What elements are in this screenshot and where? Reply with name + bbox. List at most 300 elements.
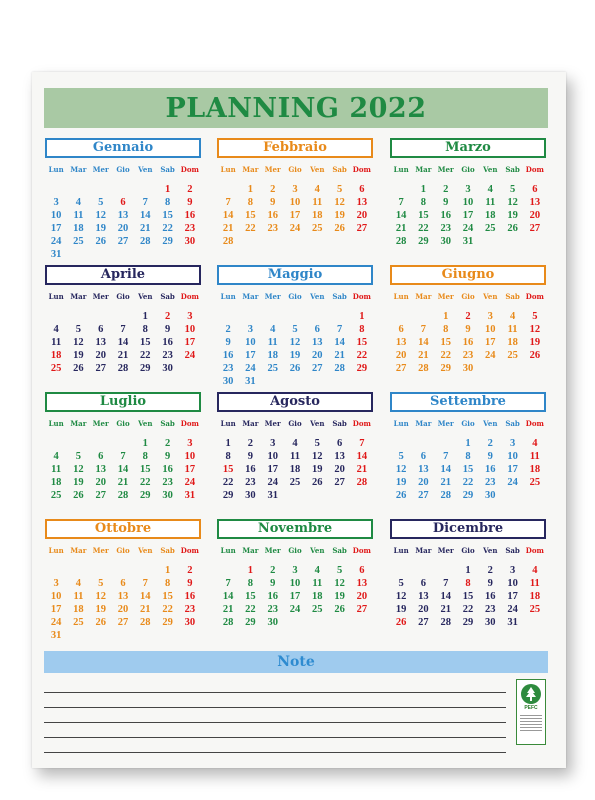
empty-day-cell [112,564,134,577]
weekday-header [390,163,546,176]
weekday-label: Gio [116,165,130,174]
weekday-label: Sab [160,165,175,174]
day-cell: 26 [95,236,106,247]
weekday-label: Mar [242,292,259,301]
day-cell: 1 [465,438,471,449]
day-cell: 26 [73,363,84,374]
week-row [217,463,373,476]
day-grid [217,564,373,629]
month-name: Novembre [217,519,373,539]
empty-day-cell [479,362,501,375]
day-cell: 26 [334,223,345,234]
day-cell: 6 [532,184,538,195]
week-row [45,489,201,502]
weekday-label: Ven [310,165,325,174]
week-row [390,577,546,590]
month-block-gennaio [45,138,201,258]
empty-day-cell [306,375,328,388]
day-grid [45,564,201,642]
day-cell: 8 [420,197,427,208]
weekday-label: Gio [116,292,130,301]
day-cell: 24 [485,350,496,361]
day-cell: 30 [184,236,196,247]
day-cell: 12 [507,197,518,208]
weekday-label: Gio [288,546,302,555]
day-cell: 6 [359,184,365,195]
day-cell: 14 [140,210,151,221]
day-cell: 14 [334,337,345,348]
day-cell: 4 [509,311,516,322]
day-cell: 5 [98,578,104,589]
week-row [390,603,546,616]
day-cell: 13 [395,337,407,348]
day-cell: 9 [247,451,254,462]
empty-day-cell [306,489,328,502]
day-cell: 18 [50,350,62,361]
day-cell: 2 [270,565,276,576]
day-cell: 19 [95,223,106,234]
day-cell: 11 [290,451,300,462]
day-cell: 8 [247,197,254,208]
day-cell: 19 [312,464,323,475]
day-cell: 18 [507,337,518,348]
day-cell: 31 [184,490,196,501]
month-block-marzo [390,138,546,258]
note-line[interactable] [44,752,506,753]
week-row [45,248,201,261]
day-cell: 14 [222,591,234,602]
day-cell: 27 [418,490,429,501]
day-cell: 13 [356,578,368,589]
day-cell: 5 [532,311,538,322]
day-cell: 9 [465,324,471,335]
day-cell: 13 [117,210,129,221]
day-cell: 10 [50,210,62,221]
day-cell: 13 [356,197,368,208]
week-row [390,222,546,235]
day-cell: 31 [50,249,62,260]
weekday-label: Dom [180,165,199,174]
empty-day-cell [328,489,350,502]
day-cell: 11 [73,591,84,602]
day-cell: 30 [245,490,256,501]
day-cell: 26 [73,490,84,501]
day-cell: 24 [50,617,62,628]
day-cell: 23 [222,363,234,374]
weekday-label: Sab [160,546,175,555]
day-grid [217,183,373,248]
day-cell: 6 [314,324,320,335]
day-cell: 15 [245,210,256,221]
day-cell: 13 [529,197,541,208]
day-cell: 25 [267,363,278,374]
day-cell: 15 [162,210,173,221]
day-cell: 23 [162,350,173,361]
empty-day-cell [328,235,350,248]
empty-day-cell [67,437,89,450]
day-cell: 20 [95,477,106,488]
weekday-label: Sab [160,292,175,301]
day-cell: 19 [395,604,407,615]
day-cell: 25 [73,236,84,247]
week-row [390,349,546,362]
day-cell: 7 [398,197,404,208]
day-cell: 30 [462,363,474,374]
weekday-label: Ven [138,165,153,174]
day-cell: 28 [140,617,151,628]
weekday-label: Ven [483,546,498,555]
empty-day-cell [524,489,546,502]
day-cell: 12 [73,464,84,475]
empty-day-cell [112,248,134,261]
empty-day-cell [284,616,306,629]
week-row [217,450,373,463]
weekday-label: Dom [352,546,371,555]
day-cell: 27 [95,490,106,501]
empty-day-cell [306,235,328,248]
day-cell: 4 [532,438,538,449]
day-cell: 17 [50,604,62,615]
day-cell: 2 [270,184,276,195]
day-cell: 7 [142,197,148,208]
day-cell: 22 [140,350,151,361]
week-row [390,437,546,450]
week-row [45,437,201,450]
day-cell: 26 [334,604,345,615]
day-cell: 24 [462,223,474,234]
week-row [45,450,201,463]
day-cell: 16 [184,210,196,221]
day-cell: 9 [443,197,449,208]
day-cell: 19 [529,337,541,348]
day-cell: 6 [336,438,343,449]
day-cell: 5 [336,565,343,576]
empty-day-cell [328,616,350,629]
month-name: Aprile [45,265,201,285]
day-cell: 26 [312,477,323,488]
weekday-label: Sab [505,292,520,301]
day-cell: 28 [222,236,234,247]
day-cell: 9 [164,324,171,335]
empty-day-cell [306,616,328,629]
day-cell: 11 [51,337,62,348]
empty-day-cell [67,564,89,577]
day-cell: 12 [95,591,106,602]
day-cell: 8 [465,451,471,462]
weekday-label: Mer [264,292,281,301]
weekday-label: Gio [288,292,302,301]
month-name: Febbraio [217,138,373,158]
empty-day-cell [156,629,178,642]
day-cell: 20 [395,350,407,361]
day-cell: 28 [117,490,129,501]
day-cell: 28 [440,617,451,628]
empty-day-cell [112,310,134,323]
day-cell: 17 [289,591,301,602]
week-row [217,489,373,502]
week-row [45,362,201,375]
weekday-label: Lun [48,165,64,174]
day-cell: 28 [222,617,234,628]
empty-day-cell [390,564,412,577]
note-line[interactable] [44,692,506,693]
weekday-label: Lun [220,292,236,301]
week-row [390,590,546,603]
day-cell: 14 [418,337,429,348]
week-row [45,183,201,196]
day-cell: 4 [532,565,538,576]
day-cell: 3 [465,184,471,195]
day-cell: 24 [184,350,196,361]
weekday-label: Ven [310,546,325,555]
day-cell: 9 [187,578,193,589]
weekday-label: Mer [437,292,454,301]
day-cell: 31 [267,490,278,501]
week-row [217,375,373,388]
day-cell: 13 [334,451,345,462]
weekday-label: Dom [180,546,199,555]
day-cell: 21 [334,350,345,361]
day-cell: 17 [245,350,256,361]
page-title: PLANNING 2022 [165,92,427,124]
day-cell: 25 [312,223,323,234]
day-cell: 29 [245,617,256,628]
day-cell: 3 [509,438,516,449]
weekday-label: Mar [70,546,87,555]
day-cell: 23 [267,604,278,615]
weekday-label: Lun [393,419,409,428]
day-cell: 5 [98,197,104,208]
day-cell: 2 [247,438,254,449]
day-cell: 18 [267,350,278,361]
week-row [390,450,546,463]
day-cell: 29 [162,617,173,628]
day-cell: 29 [462,617,474,628]
day-cell: 25 [529,477,541,488]
day-cell: 4 [292,438,298,449]
day-cell: 10 [462,197,474,208]
day-cell: 30 [485,490,496,501]
day-cell: 6 [420,451,427,462]
day-grid [217,310,373,388]
weekday-label: Dom [525,165,544,174]
day-cell: 6 [420,578,427,589]
weekday-label: Dom [525,292,544,301]
day-cell: 19 [73,350,84,361]
month-name: Agosto [217,392,373,412]
empty-day-cell [179,248,201,261]
day-cell: 26 [95,617,106,628]
day-grid [45,183,201,261]
weekday-label: Mar [70,419,87,428]
day-cell: 13 [95,337,106,348]
day-cell: 24 [289,223,301,234]
day-cell: 25 [289,477,301,488]
day-cell: 21 [222,223,234,234]
empty-day-cell [284,310,306,323]
day-cell: 24 [184,477,196,488]
day-cell: 4 [314,184,320,195]
weekday-label: Lun [48,292,64,301]
day-cell: 3 [247,324,254,335]
day-cell: 19 [507,210,518,221]
day-cell: 14 [395,210,407,221]
note-line[interactable] [44,722,506,723]
empty-day-cell [156,248,178,261]
day-cell: 15 [162,591,173,602]
empty-day-cell [262,235,284,248]
weekday-label: Dom [525,546,544,555]
day-cell: 18 [485,210,496,221]
day-cell: 9 [270,578,276,589]
weekday-label: Mer [264,165,281,174]
week-row [217,437,373,450]
day-cell: 20 [117,604,129,615]
day-cell: 3 [53,197,59,208]
day-cell: 24 [245,363,256,374]
day-cell: 24 [507,604,518,615]
day-cell: 10 [267,451,278,462]
day-cell: 2 [487,565,493,576]
day-cell: 12 [312,451,323,462]
empty-day-cell [390,310,412,323]
day-cell: 15 [140,464,151,475]
empty-day-cell [67,629,89,642]
day-cell: 17 [267,464,278,475]
weekday-label: Ven [483,419,498,428]
weekday-label: Mer [264,419,281,428]
day-cell: 15 [140,337,151,348]
weekday-label: Dom [180,292,199,301]
day-cell: 7 [443,451,449,462]
day-cell: 9 [187,197,193,208]
day-cell: 1 [465,565,471,576]
day-cell: 6 [398,324,404,335]
week-row [217,476,373,489]
week-row [217,183,373,196]
day-cell: 13 [95,464,106,475]
weekday-label: Mar [70,165,87,174]
day-cell: 23 [485,477,496,488]
empty-day-cell [90,564,112,577]
weekday-header [45,544,201,557]
note-line[interactable] [44,737,506,738]
weekday-label: Mer [92,546,109,555]
day-cell: 16 [485,591,496,602]
day-cell: 11 [485,197,496,208]
day-cell: 12 [289,337,301,348]
day-cell: 23 [440,223,451,234]
day-cell: 11 [312,197,323,208]
day-cell: 1 [359,311,365,322]
day-cell: 17 [184,464,196,475]
day-cell: 11 [529,451,540,462]
day-cell: 18 [312,210,323,221]
weekday-label: Mar [242,165,259,174]
weekday-label: Gio [461,419,475,428]
day-cell: 8 [225,451,231,462]
day-cell: 9 [164,451,171,462]
empty-day-cell [67,310,89,323]
day-cell: 20 [418,477,429,488]
day-cell: 29 [418,236,429,247]
day-cell: 20 [529,210,541,221]
weekday-label: Lun [393,165,409,174]
day-cell: 4 [53,451,59,462]
weekday-label: Mer [437,165,454,174]
month-block-febbraio [217,138,373,258]
weekday-header [45,417,201,430]
day-cell: 27 [117,236,129,247]
month-name: Dicembre [390,519,546,539]
day-cell: 14 [117,337,129,348]
weekday-label: Mar [242,546,259,555]
day-cell: 14 [117,464,129,475]
day-cell: 27 [418,617,429,628]
day-cell: 26 [395,617,407,628]
weekday-label: Mar [415,546,432,555]
empty-day-cell [351,616,373,629]
weekday-label: Sab [505,165,520,174]
day-cell: 7 [420,324,427,335]
day-cell: 1 [247,184,254,195]
weekday-label: Mer [92,419,109,428]
day-grid [45,437,201,502]
empty-day-cell [524,235,546,248]
month-block-dicembre [390,519,546,639]
day-cell: 24 [50,236,62,247]
day-cell: 17 [485,337,496,348]
day-cell: 27 [117,617,129,628]
day-cell: 12 [334,578,345,589]
day-cell: 20 [356,210,368,221]
day-cell: 9 [487,578,493,589]
day-cell: 21 [117,350,129,361]
month-block-settembre [390,392,546,512]
day-cell: 10 [245,337,256,348]
weekday-label: Sab [332,292,347,301]
day-cell: 22 [462,604,474,615]
day-cell: 2 [225,324,231,335]
day-cell: 18 [529,591,541,602]
day-cell: 18 [312,591,323,602]
day-cell: 5 [314,438,320,449]
day-cell: 31 [507,617,518,628]
week-row [45,235,201,248]
week-row [217,577,373,590]
day-cell: 16 [267,591,278,602]
day-cell: 15 [245,591,256,602]
day-cell: 10 [184,451,196,462]
week-row [390,235,546,248]
day-cell: 21 [140,604,151,615]
day-cell: 3 [270,438,276,449]
weekday-label: Sab [160,419,175,428]
day-cell: 22 [162,223,173,234]
day-cell: 24 [507,477,518,488]
day-cell: 4 [75,197,82,208]
day-cell: 29 [222,490,234,501]
day-cell: 29 [140,363,151,374]
week-row [390,616,546,629]
day-cell: 30 [162,490,173,501]
day-cell: 31 [462,236,474,247]
day-cell: 23 [485,604,496,615]
day-cell: 30 [485,617,496,628]
day-cell: 4 [487,184,493,195]
note-line[interactable] [44,707,506,708]
weekday-header [45,163,201,176]
